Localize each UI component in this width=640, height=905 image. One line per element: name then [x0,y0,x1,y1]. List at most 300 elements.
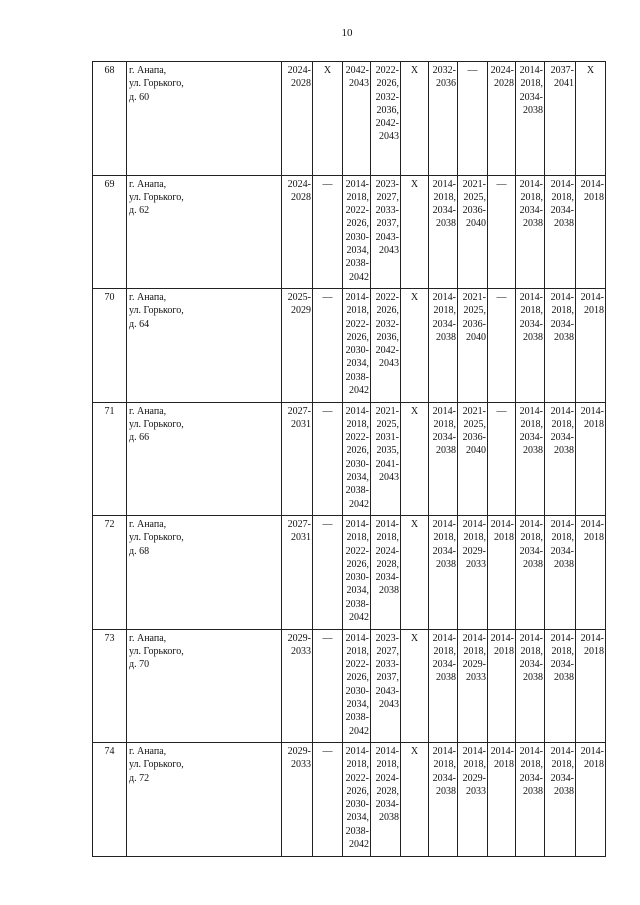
period-cell [371,743,401,857]
period-line: 2032- [432,65,456,76]
period-line: 2021- [462,178,486,190]
period-cell [371,175,401,289]
period-line: 2014- [432,178,456,190]
period-line: 2018, [520,418,543,430]
period-line: 2018, [520,759,543,771]
period-cell [576,743,606,857]
period-line: 2032- [375,91,399,103]
period-line: 2032- [375,318,399,330]
period-cell [516,289,545,403]
period-line: 2038 [554,331,574,343]
period-line: 2014- [462,746,486,757]
period-line: 2014- [345,519,369,530]
address-line: ул. Горького, [129,305,184,317]
period-line: 2026, [346,558,369,570]
period-line: 2034- [519,545,543,557]
period-line: 2034- [550,432,574,444]
period-line: 2014- [375,519,399,530]
period-line: 2033- [375,659,399,671]
period-cell [429,743,458,857]
period-line: 2038- [345,371,369,383]
period-line: 2014- [550,519,574,530]
period-line: 2043 [349,78,369,90]
period-line: 2018, [520,191,543,203]
address-line: г. Анапа, [129,178,167,190]
period-line: 2029- [287,746,311,757]
period-line: 2026, [346,785,369,797]
period-line: 2038- [345,712,369,724]
row-number: 72 [93,516,127,630]
period-line: 2034- [550,545,574,557]
period-line: 2014- [519,405,543,417]
period-line: 2014- [519,519,543,530]
period-line: 2018, [346,532,369,544]
period-line: 2018, [520,532,543,544]
period-line: 2014- [432,632,456,644]
period-line: 2018 [584,759,604,771]
period-line: 2033 [466,672,486,684]
period-line: 2014- [580,405,604,417]
period-cell [343,516,371,630]
period-cell [371,629,401,743]
period-line: 2014- [519,292,543,303]
period-line: 2028 [291,78,311,90]
period-cell [282,289,313,403]
period-line: 2014- [580,292,604,303]
period-line: 2014- [345,632,369,644]
period-line: 2023- [375,178,399,190]
period-line: 2026, [376,78,399,90]
period-cell [516,516,545,630]
address-line: д. 62 [129,205,150,217]
period-line: 2038 [523,104,543,116]
period-cell [313,62,343,176]
period-cell [371,402,401,516]
period-line: Х [410,632,419,644]
period-line: 2014- [519,746,543,757]
period-line: 2014- [519,65,543,76]
period-cell [576,402,606,516]
period-line: 2029 [291,305,311,317]
period-line: 2018, [520,78,543,90]
period-line: 2014- [432,746,456,757]
period-cell [429,516,458,630]
period-cell [313,289,343,403]
period-line: 2026, [346,218,369,230]
period-line: 2022- [375,292,399,303]
period-line: 2024- [490,65,514,76]
address-cell [127,402,282,516]
period-cell [401,62,429,176]
period-cell [371,289,401,403]
period-line: 2027- [287,519,311,530]
period-cell [371,516,401,630]
period-line: 2031 [291,532,311,544]
period-line: — [467,65,478,76]
period-line: 2034- [432,205,456,217]
period-line: 2018 [584,532,604,544]
period-cell [313,516,343,630]
period-line: 2026, [376,305,399,317]
period-cell [429,289,458,403]
period-line: 2026, [346,445,369,457]
period-line: 2034- [432,432,456,444]
period-line: 2034, [346,358,369,370]
row-number: 70 [93,289,127,403]
period-line: 2018, [433,191,456,203]
period-line: 2018 [584,305,604,317]
period-line: 2035, [376,445,399,457]
period-line: Х [410,405,419,417]
address-line: ул. Горького, [129,78,184,90]
period-line: 2018, [551,305,574,317]
period-line: 2018, [433,418,456,430]
period-line: 2022- [345,318,369,330]
period-cell [282,516,313,630]
period-line: 2014- [345,178,369,190]
period-cell [545,175,576,289]
period-line: 2036- [462,432,486,444]
period-line: 2014- [550,746,574,757]
period-line: 2038 [523,672,543,684]
period-line: 2038 [554,558,574,570]
period-line: 2040 [466,331,486,343]
address-cell [127,629,282,743]
period-line: 2014- [462,632,486,644]
period-cell [576,62,606,176]
period-line: 2014- [550,178,574,190]
period-line: 2042- [375,345,399,357]
table-body [93,62,606,857]
period-line: 2018, [433,645,456,657]
period-line: Х [410,746,419,757]
row-number: 71 [93,402,127,516]
period-line: 2041 [554,78,574,90]
page-number: 10 [341,27,353,39]
period-line: 2033 [466,785,486,797]
period-line: 2025, [463,305,486,317]
period-line: 2022- [345,205,369,217]
period-line: 2038 [554,672,574,684]
period-line: 2029- [462,545,486,557]
period-line: 2027- [287,405,311,417]
period-line: 2022- [345,772,369,784]
period-line: 2042 [349,839,369,851]
period-line: 2029- [462,659,486,671]
address-line: ул. Горького, [129,418,184,430]
period-line: 2034- [550,772,574,784]
period-line: Х [410,65,419,76]
period-cell [458,289,488,403]
address-line: д. 70 [129,659,150,671]
period-line: 2038 [523,445,543,457]
table-row [93,743,606,857]
period-cell [516,629,545,743]
period-line: 2018 [494,759,514,771]
period-cell [458,175,488,289]
period-line: 2018, [551,191,574,203]
period-line: 2018, [520,305,543,317]
period-line: 2029- [462,772,486,784]
period-line: Х [410,178,419,190]
period-line: 2014- [580,178,604,190]
period-line: 2034- [519,91,543,103]
address-cell [127,516,282,630]
period-line: 2018, [376,759,399,771]
table-row [93,516,606,630]
period-line: — [322,178,333,190]
address-line: ул. Горького, [129,532,184,544]
address-cell [127,743,282,857]
period-line: 2038 [436,558,456,570]
period-line: 2028 [494,78,514,90]
period-cell [429,402,458,516]
period-line: 2038- [345,598,369,610]
period-line: 2034- [375,799,399,811]
period-line: 2034, [346,812,369,824]
period-line: 2014- [345,292,369,303]
period-cell [458,629,488,743]
period-line: 2038 [436,785,456,797]
period-line: 2018, [433,759,456,771]
period-line: 2034- [519,659,543,671]
period-line: 2040 [466,218,486,230]
period-line: 2043 [379,244,399,256]
period-cell [545,743,576,857]
period-line: 2036, [376,331,399,343]
period-cell [545,62,576,176]
period-line: 2018, [520,645,543,657]
period-line: 2037, [376,218,399,230]
period-cell [458,743,488,857]
period-line: 2037, [376,672,399,684]
period-line: 2030- [345,572,369,584]
period-cell [401,175,429,289]
period-cell [516,402,545,516]
period-cell [313,175,343,289]
period-line: — [322,746,333,757]
period-line: 2014- [345,405,369,417]
period-line: 2022- [345,432,369,444]
period-line: 2038 [554,785,574,797]
period-line: 2038 [523,218,543,230]
period-line: 2027, [376,191,399,203]
period-line: 2014- [519,178,543,190]
period-line: 2034, [346,244,369,256]
period-cell [488,175,516,289]
period-line: 2038 [436,218,456,230]
period-line: 2018, [551,532,574,544]
period-cell [343,62,371,176]
period-line: 2031- [375,432,399,444]
period-line: 2018, [346,418,369,430]
period-cell [343,629,371,743]
address-line: г. Анапа, [129,292,167,303]
period-cell [516,62,545,176]
period-line: Х [586,65,595,76]
period-line: 2014- [550,405,574,417]
period-cell [429,62,458,176]
period-cell [488,62,516,176]
table-row [93,629,606,743]
period-line: — [496,405,507,417]
row-number: 74 [93,743,127,857]
period-line: 2030- [345,799,369,811]
period-line: 2018 [584,418,604,430]
address-line: г. Анапа, [129,632,167,644]
period-line: 2026, [346,331,369,343]
period-cell [516,175,545,289]
period-cell [576,175,606,289]
period-line: 2038 [523,331,543,343]
period-line: 2040 [466,445,486,457]
period-cell [313,743,343,857]
period-line: 2034- [519,205,543,217]
period-cell [401,743,429,857]
address-line: ул. Горького, [129,191,184,203]
period-line: 2024- [287,178,311,190]
period-line: 2014- [345,746,369,757]
address-line: ул. Горького, [129,645,184,657]
period-line: 2028 [291,191,311,203]
period-line: 2034, [346,585,369,597]
period-line: 2014- [432,292,456,303]
period-line: 2038 [436,445,456,457]
period-line: 2034, [346,471,369,483]
period-line: 2031 [291,418,311,430]
period-cell [401,402,429,516]
period-line: 2025- [287,292,311,303]
period-line: 2043- [375,231,399,243]
period-line: 2034- [375,572,399,584]
period-line: 2018, [551,759,574,771]
period-cell [282,629,313,743]
period-cell [282,402,313,516]
period-line: 2018, [433,305,456,317]
period-line: 2014- [432,405,456,417]
period-line: 2030- [345,458,369,470]
period-line: 2018, [346,305,369,317]
period-line: 2014- [462,519,486,530]
period-line: 2014- [580,746,604,757]
period-cell [343,402,371,516]
period-line: 2018, [376,532,399,544]
period-line: 2018, [463,532,486,544]
period-line: 2014- [519,632,543,644]
row-number: 68 [93,62,127,176]
period-line: 2033 [291,759,311,771]
period-cell [458,62,488,176]
period-line: 2034- [550,659,574,671]
period-line: 2030- [345,685,369,697]
period-line: 2034- [550,205,574,217]
period-line: 2043 [379,131,399,143]
period-cell [429,629,458,743]
period-cell [458,402,488,516]
period-line: 2038- [345,258,369,270]
period-line: 2038 [523,558,543,570]
table-row [93,402,606,516]
period-line: 2022- [375,65,399,76]
period-line: 2014- [580,519,604,530]
period-line: 2042- [345,65,369,76]
period-cell [458,516,488,630]
period-cell [343,743,371,857]
period-line: 2025, [463,418,486,430]
period-cell [516,743,545,857]
period-line: 2037- [550,65,574,76]
period-line: 2038 [379,812,399,824]
period-line: 2018, [463,759,486,771]
period-line: 2014- [550,632,574,644]
period-cell [488,629,516,743]
period-cell [576,289,606,403]
period-line: Х [323,65,332,76]
period-cell [313,402,343,516]
period-line: 2018, [346,759,369,771]
period-line: — [496,178,507,190]
period-line: 2014- [375,746,399,757]
address-cell [127,289,282,403]
row-number: 69 [93,175,127,289]
address-line: г. Анапа, [129,65,167,76]
period-line: 2030- [345,345,369,357]
period-line: 2034- [432,545,456,557]
address-line: д. 68 [129,545,150,557]
period-line: 2014- [580,632,604,644]
period-line: 2043- [375,685,399,697]
period-line: 2033 [291,645,311,657]
period-cell [401,289,429,403]
period-cell [282,743,313,857]
period-cell [488,516,516,630]
address-line: г. Анапа, [129,746,167,757]
address-line: д. 66 [129,432,150,444]
period-line: 2038 [379,585,399,597]
period-cell [576,629,606,743]
period-line: 2022- [345,659,369,671]
period-line: 2014- [490,746,514,757]
period-line: 2026, [346,672,369,684]
period-cell [488,289,516,403]
period-line: 2034- [432,772,456,784]
address-line: г. Анапа, [129,519,167,530]
period-line: 2038- [345,485,369,497]
period-line: — [322,519,333,530]
address-line: д. 64 [129,318,150,330]
period-line: 2028, [376,785,399,797]
period-cell [488,402,516,516]
period-line: 2014- [432,519,456,530]
period-line: 2038 [554,445,574,457]
period-line: 2034- [432,318,456,330]
period-cell [429,175,458,289]
row-number: 73 [93,629,127,743]
period-cell [545,402,576,516]
table-row [93,62,606,176]
period-cell [401,629,429,743]
period-line: 2038 [554,218,574,230]
address-cell [127,175,282,289]
period-cell [282,62,313,176]
period-line: Х [410,519,419,530]
period-cell [545,289,576,403]
period-line: 2023- [375,632,399,644]
period-cell [545,516,576,630]
period-line: 2038 [523,785,543,797]
period-cell [282,175,313,289]
table-row [93,289,606,403]
